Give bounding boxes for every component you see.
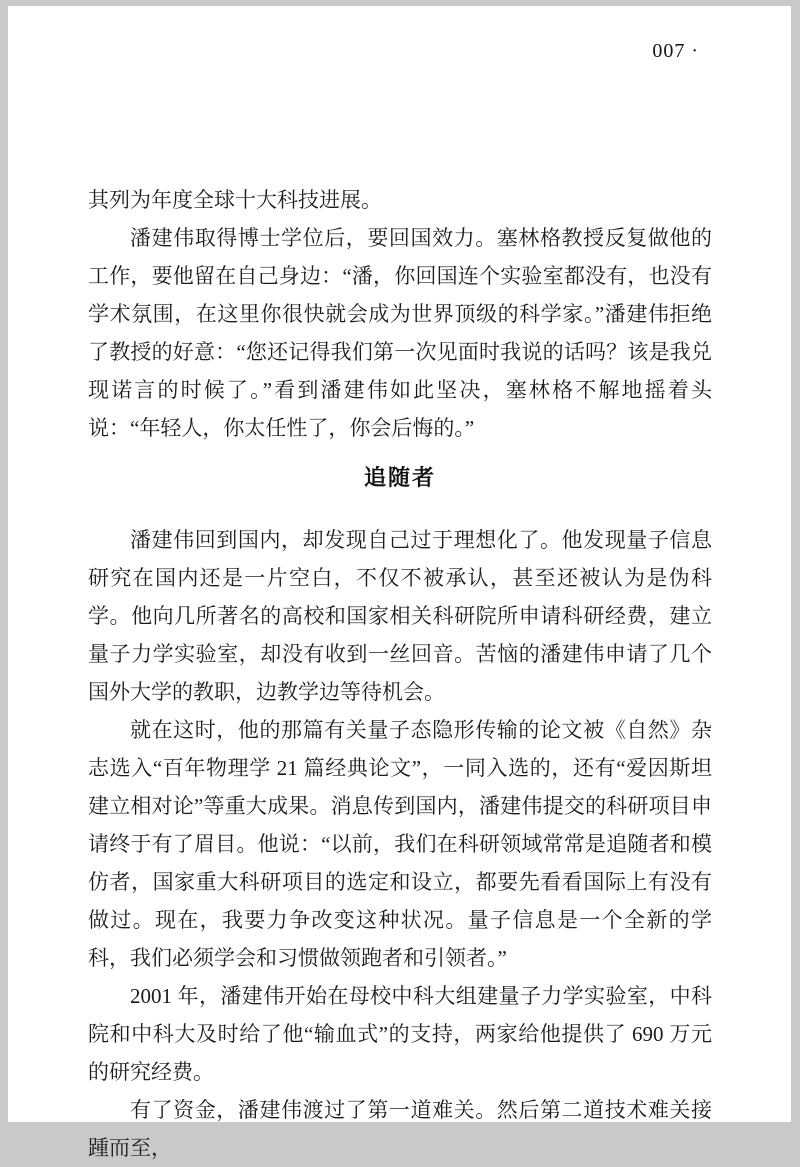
page-header — [8, 6, 791, 63]
section-heading: 追随者 — [363, 465, 436, 490]
page-content — [8, 181, 791, 1167]
paragraph: 2001 年，潘建伟开始在母校中科大组建量子力学实验室，中科院和中科大及时给了他“输血式”的支持，两家给他提供了 690 万元的研究经费。 — [88, 984, 712, 1084]
paragraph-continuation: 其列为年度全球十大科技进展。 — [88, 188, 382, 212]
paragraph: 就在这时，他的那篇有关量子态隐形传输的论文被《自然》杂志选入“百年物理学 21 篇经典论文”，一同入选的，还有“爱因斯坦建立相对论”等重大成果。消息传到国内，潘建伟提交的科研项目申请终于有了眉目。他说：“以前，我们在科研领域常常是追随者和模仿者，国家重大科研项目的选定和设立，都要先看看国际上有没有做过。现在，我要力争改变这种状况。量子信息是一个全新的学科，我们必须学会和习惯做领跑者和引领者。” — [88, 718, 712, 970]
paragraph: 潘建伟回到国内，却发现自己过于理想化了。他发现量子信息研究在国内还是一片空白，不仅不被承认，甚至还被认为是伪科学。他向几所著名的高校和国家相关科研院所申请科研经费，建立量子力学实验室，却没有收到一丝回音。苦恼的潘建伟申请了几个国外大学的教职，边教学边等待机会。 — [88, 528, 712, 704]
page-number: 007 · — [652, 40, 699, 62]
book-page — [8, 6, 791, 1160]
paragraph: 有了资金，潘建伟渡过了第一道难关。然后第二道技术难关接踵而至， — [88, 1098, 712, 1160]
paragraph: 潘建伟取得博士学位后，要回国效力。塞林格教授反复做他的工作，要他留在自己身边：“潘，你回国连个实验室都没有，也没有学术氛围，在这里你很快就会成为世界顶级的科学家。”潘建伟拒绝了教授的好意：“您还记得我们第一次见面时我说的话吗？该是我兑现诺言的时候了。”看到潘建伟如此坚决，塞林格不解地摇着头说：“年轻人，你太任性了，你会后悔的。” — [88, 226, 712, 440]
